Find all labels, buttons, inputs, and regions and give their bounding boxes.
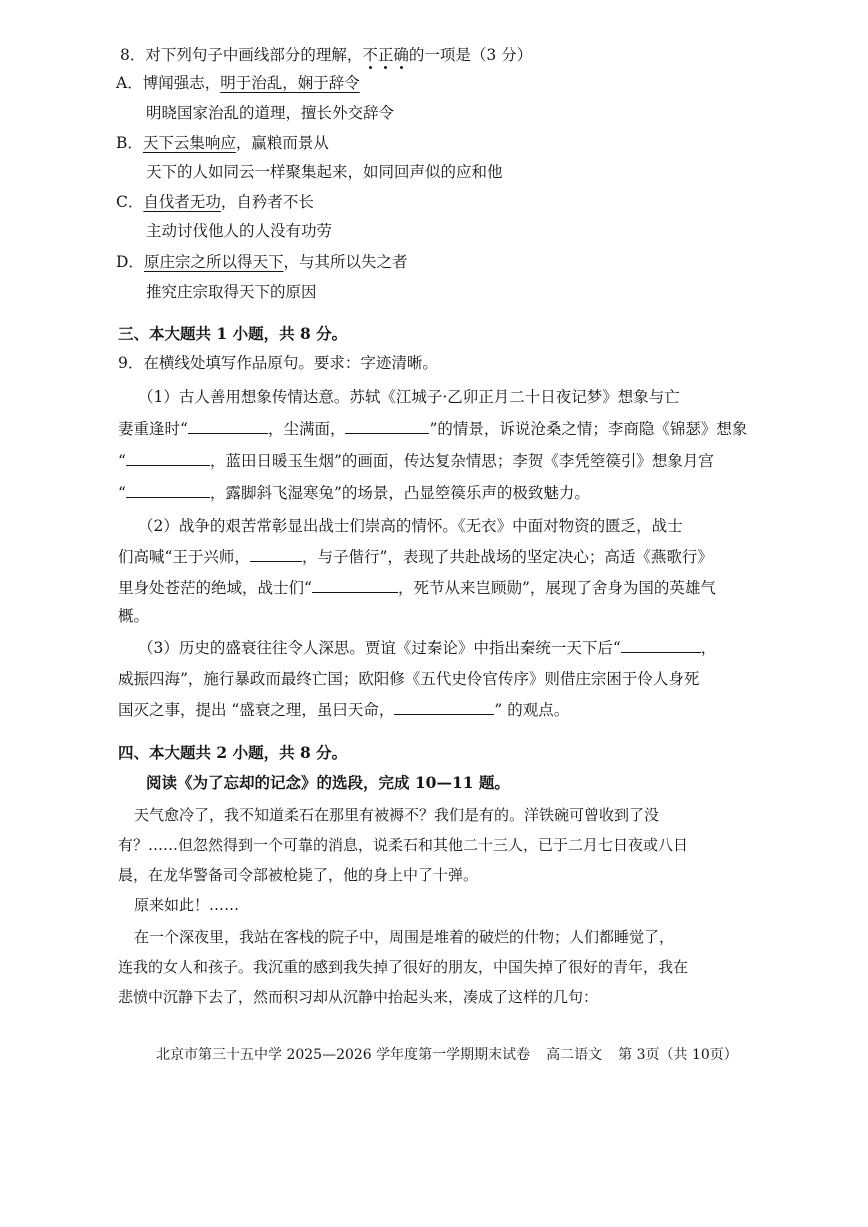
q8-option-c xyxy=(116,191,314,213)
underlined-text: 天下云集响应 xyxy=(142,134,236,152)
text-run: 妻重逢时“ xyxy=(118,420,188,438)
q8-stem xyxy=(120,44,532,66)
fill-blank[interactable] xyxy=(188,419,268,434)
passage-line: 悲愤中沉静下去了，然而积习却从沉静中抬起头来，凑成了这样的几句： xyxy=(118,988,599,1006)
text-run: ”的情景，诉说沧桑之情；李商隐《锦瑟》想象 xyxy=(429,420,748,438)
text-run: ，死节从来岂顾勋”，展现了舍身为国的英雄气 xyxy=(397,579,716,597)
q8-stem-pre: 8．对下列句子中画线部分的理解， xyxy=(120,46,363,64)
q9-part1-line xyxy=(118,418,747,440)
passage-line: 原来如此！…… xyxy=(134,896,240,914)
option-letter: C． xyxy=(116,193,144,211)
q9-part1-line xyxy=(118,450,714,472)
option-letter: A． xyxy=(116,74,143,92)
reading-intro: 阅读《为了忘却的记念》的选段，完成 10—11 题。 xyxy=(146,773,510,792)
option-text: 博闻强志， xyxy=(142,74,221,92)
text-run: ，蓝田日暖玉生烟”的画面，传达复杂情思；李贺《李凭箜篌引》想象月宫 xyxy=(209,452,714,470)
q9-part3-line: 威振四海”，施行暴政而最终亡国；欧阳修《五代史伶官传序》则借庄宗困于伶人身死 xyxy=(118,670,700,688)
section-4-heading: 四、本大题共 2 小题，共 8 分。 xyxy=(118,743,348,762)
fill-blank[interactable] xyxy=(345,419,429,434)
q8-emphasis-char: 正 xyxy=(377,46,394,64)
q9-part3-line xyxy=(138,637,716,659)
fill-blank[interactable] xyxy=(250,547,302,562)
text-run: 里身处苍茫的绝域，战士们“ xyxy=(118,579,312,597)
text-run: ，露脚斜飞湿寒兔”的场景，凸显箜篌乐声的极致魅力。 xyxy=(209,484,590,502)
q8-option-d-explanation: 推究庄宗取得天下的原因 xyxy=(146,283,317,301)
option-text: ，与其所以失之者 xyxy=(283,253,408,271)
q8-option-a-explanation: 明晓国家治乱的道理，擅长外交辞令 xyxy=(146,104,395,122)
underlined-text: 明于治乱，娴于辞令 xyxy=(220,74,360,92)
page-footer xyxy=(156,1044,754,1064)
option-text: ，赢粮而景从 xyxy=(235,134,329,152)
q9-part2-line: （2）战争的艰苦常彰显出战士们崇高的情怀。《无衣》中面对物资的匮乏，战士 xyxy=(138,517,683,535)
fill-blank[interactable] xyxy=(126,451,210,466)
section-3-heading: 三、本大题共 1 小题，共 8 分。 xyxy=(118,324,348,343)
passage-line: 有？……但忽然得到一个可靠的消息，说柔石和其他二十三人，已于二月七日夜或八日 xyxy=(118,836,689,854)
q9-part2-line xyxy=(118,577,716,599)
footer-page-number: 第 3页（共 10页） xyxy=(618,1047,738,1063)
q9-part1-line: （1）古人善用想象传情达意。苏轼《江城子·乙卯正月二十日夜记梦》想象与亡 xyxy=(138,388,680,406)
footer-school: 北京市第三十五中学 2025—2026 学年度第一学期期末试卷 xyxy=(156,1047,531,1063)
q8-option-c-explanation: 主动讨伐他人的人没有功劳 xyxy=(146,222,333,240)
text-run: 们高喊“王于兴师， xyxy=(118,548,250,566)
q8-option-a xyxy=(116,72,360,94)
fill-blank[interactable] xyxy=(621,638,701,653)
passage-line: 在一个深夜里，我站在客栈的院子中，周围是堆着的破烂的什物；人们都睡觉了， xyxy=(134,928,675,946)
option-letter: B． xyxy=(116,134,143,152)
underlined-text: 原庄宗之所以得天下 xyxy=(143,253,284,271)
text-run: ” 的观点。 xyxy=(494,701,570,719)
text-run: （3）历史的盛衰往往令人深思。贾谊《过秦论》中指出秦统一天下后“ xyxy=(138,639,621,657)
option-letter: D． xyxy=(116,253,144,271)
text-run: ，与子偕行”，表现了共赴战场的坚定决心；高适《燕歌行》 xyxy=(301,548,713,566)
text-run: “ xyxy=(118,484,126,502)
q9-stem: 9．在横线处填写作品原句。要求：字迹清晰。 xyxy=(118,354,438,372)
q9-part2-line xyxy=(118,546,713,568)
underlined-text: 自伐者无功 xyxy=(143,193,221,211)
footer-subject: 高二语文 xyxy=(546,1047,603,1063)
text-run: 国灭之事，提出 “盛衰之理，虽曰天命， xyxy=(118,701,395,719)
q9-part2-line: 概。 xyxy=(118,607,150,625)
q8-emphasis-char: 确 xyxy=(393,46,409,64)
option-text: ，自矜者不长 xyxy=(220,193,314,211)
fill-blank[interactable] xyxy=(312,578,398,593)
q8-stem-post: 的一项是（3 分） xyxy=(408,46,533,64)
q9-part3-line xyxy=(118,699,569,721)
passage-line: 天气愈冷了，我不知道柔石在那里有被褥不？我们是有的。洋铁碗可曾收到了没 xyxy=(134,806,660,824)
q8-option-b-explanation: 天下的人如同云一样聚集起来，如同回声似的应和他 xyxy=(146,163,503,181)
passage-line: 连我的女人和孩子。我沉重的感到我失掉了很好的朋友，中国失掉了很好的青年，我在 xyxy=(118,958,689,976)
q8-option-b xyxy=(116,132,329,154)
text-run: ，尘满面， xyxy=(267,420,346,438)
text-run: “ xyxy=(118,452,126,470)
q8-option-d xyxy=(116,251,407,273)
passage-line: 晨，在龙华警备司令部被枪毙了，他的身上中了十弹。 xyxy=(118,866,479,884)
fill-blank[interactable] xyxy=(394,700,494,715)
q8-emphasis-char: 不 xyxy=(362,46,378,64)
q9-part1-line xyxy=(118,482,590,504)
text-run: ， xyxy=(700,639,717,657)
fill-blank[interactable] xyxy=(126,483,210,498)
